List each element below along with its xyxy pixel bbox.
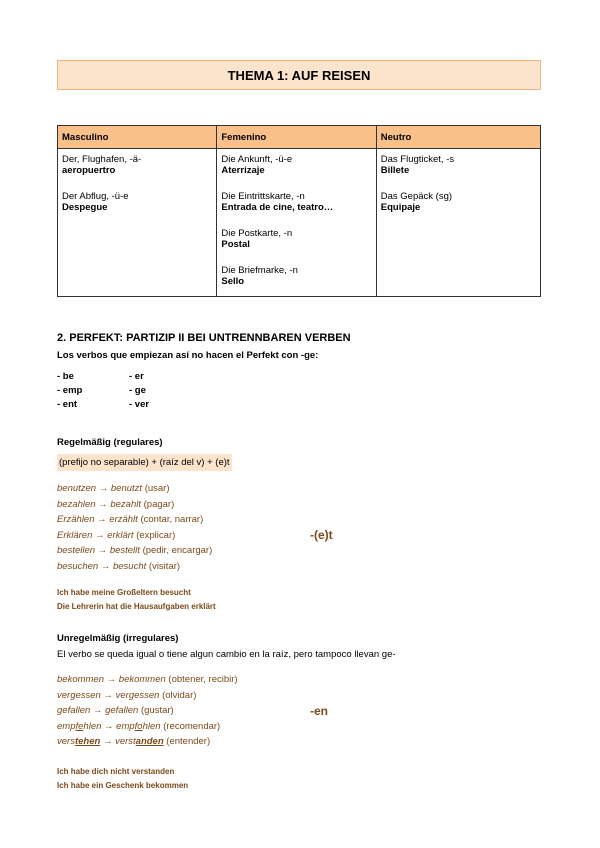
regular-examples <box>57 481 212 575</box>
list-item: verstehen → verstanden (entender) <box>57 736 211 748</box>
header-neutro: Neutro <box>376 126 540 149</box>
list-item: empfehlen → empfohlen (recomendar) <box>57 720 221 732</box>
regular-sentences: Ich habe meine Großeltern besucht Die Lehrerin hat die Hausaufgaben erklärt <box>57 588 216 611</box>
noun-entry: Der, Flughafen, -ä- aeropuertro <box>62 154 142 176</box>
list-item: bekommen → bekommen (obtener, recibir) <box>57 674 238 685</box>
list-item: Erklären → erklärt (explicar) <box>57 529 176 541</box>
cell-neutro <box>376 149 540 297</box>
cell-femenino <box>217 149 376 297</box>
noun-entry: Die Briefmarke, -n Sello <box>221 265 298 287</box>
regular-ending: -(e)t <box>310 528 333 542</box>
list-item: bezahlen → bezahlt (pagar) <box>57 498 175 510</box>
header-femenino: Femenino <box>217 126 376 149</box>
regular-heading: Regelmäßig (regulares) <box>57 437 163 448</box>
irregular-ending: -en <box>310 704 328 718</box>
list-item: Erzählen → erzählt (contar, narrar) <box>57 514 204 526</box>
page-title: THEMA 1: AUF REISEN <box>57 60 541 90</box>
irregular-examples <box>57 672 238 750</box>
list-item: benutzen → benutzt (usar) <box>57 483 170 494</box>
section-heading: 2. PERFEKT: PARTIZIP II BEI UNTRENNBAREN VERBEN <box>57 332 351 344</box>
noun-entry: Die Postkarte, -n Postal <box>221 228 293 250</box>
list-item: besuchen → besucht (visitar) <box>57 560 181 572</box>
list-item: vergessen → vergessen (olvidar) <box>57 689 197 701</box>
irregular-sentences: Ich habe dich nicht verstanden Ich habe ein Geschenk bekommen <box>57 767 189 790</box>
irregular-note: El verbo se queda igual o tiene algun cambio en la raíz, pero tampoco llevan ge- <box>57 649 396 660</box>
prefix-list: - be - er - emp - ge - ent - ver <box>57 371 150 410</box>
section-intro: Los verbos que empiezan así no hacen el Perfekt con -ge: <box>57 350 319 361</box>
noun-entry: Das Gepäck (sg) Equipaje <box>380 191 453 213</box>
irregular-heading: Unregelmäßig (irregulares) <box>57 633 179 644</box>
noun-entry: Die Eintrittskarte, -n Entrada de cine, teatro… <box>221 191 334 213</box>
noun-entry: Die Ankunft, -ü-e Aterrizaje <box>221 154 293 176</box>
list-item: bestellen → bestellt (pedir, encargar) <box>57 545 213 557</box>
header-masculino: Masculino <box>58 126 217 149</box>
noun-entry: Das Flugticket, -s Billete <box>380 154 455 176</box>
nouns-table <box>57 125 541 297</box>
regular-formula: (prefijo no separable) + (raíz del v) + (e)t <box>57 454 232 471</box>
noun-entry: Der Abflug, -ü-e Despegue <box>62 191 129 213</box>
list-item: gefallen → gefallen (gustar) <box>57 705 174 717</box>
cell-masculino <box>58 149 217 297</box>
